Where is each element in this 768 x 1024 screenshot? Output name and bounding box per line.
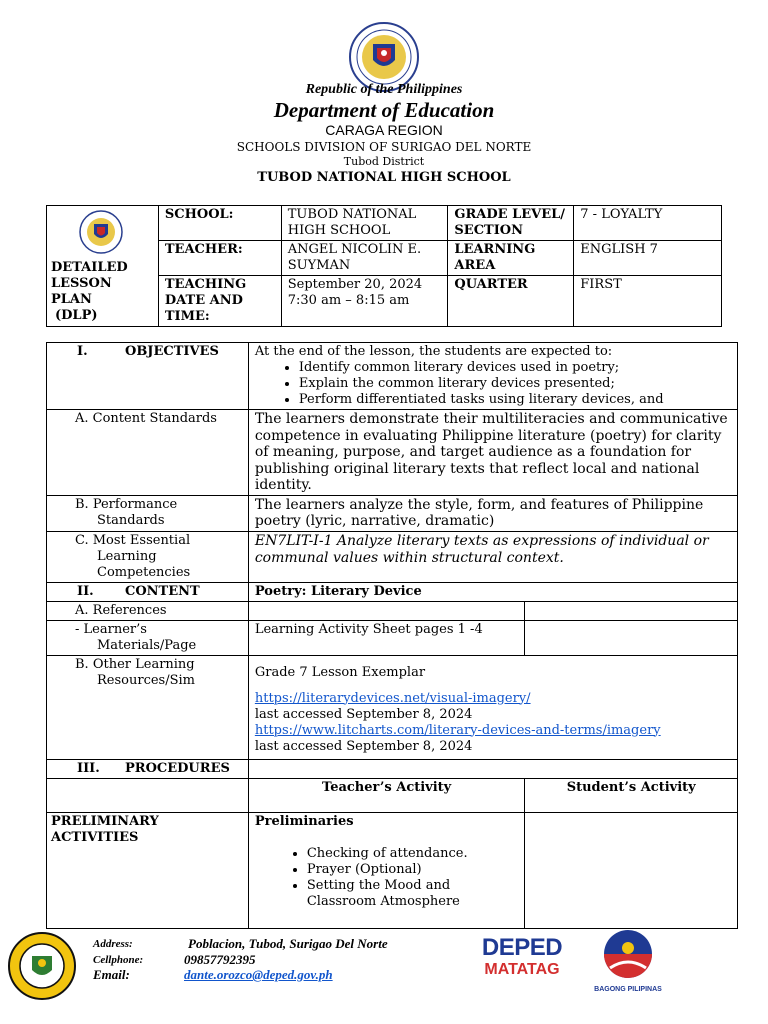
melc-label-2: Learning xyxy=(97,548,157,564)
time-value: 7:30 am – 8:15 am xyxy=(287,293,410,308)
literarydevices-link[interactable]: https://literarydevices.net/visual-imagery/ xyxy=(254,690,531,706)
learners-label-cell xyxy=(47,620,249,655)
perf-std-label-cell xyxy=(47,495,249,531)
dlp-label-3: PLAN xyxy=(51,292,92,307)
matatag-logo-text: MATATAG xyxy=(484,961,560,978)
procedures-header xyxy=(47,759,249,778)
preliminary-item: • Checking of attendance. xyxy=(307,846,519,862)
objectives-cell xyxy=(248,343,737,410)
objectives-intro: At the end of the lesson, the students are expected to: xyxy=(254,344,613,359)
date-cell xyxy=(281,276,448,327)
learners-value: Learning Activity Sheet pages 1 -4 xyxy=(248,620,525,655)
content-std-text: The learners demonstrate their multiliteracies and communicative competence in evaluating Philippine literature (poetry) for clarity of meaning, purpose, and target audience as a foundation for publishing original literary texts that reflect local and national identity. xyxy=(248,410,737,496)
region-text: CARAGA REGION xyxy=(325,122,443,138)
preliminaries-cell xyxy=(248,812,525,928)
procedures-label: PROCEDURES xyxy=(125,760,230,776)
email-link[interactable]: dante.orozco@deped.gov.ph xyxy=(184,967,333,982)
quarter-value: FIRST xyxy=(574,276,722,327)
content-num: II. xyxy=(77,583,94,599)
area-label: LEARNING AREA xyxy=(448,241,574,276)
district-text: Tubod District xyxy=(343,155,425,168)
teacher-label: TEACHER: xyxy=(158,241,281,276)
melc-text: EN7LIT-I-1 Analyze literary texts as expressions of individual or communal values within structural context. xyxy=(248,531,737,582)
references-empty-2 xyxy=(525,601,738,620)
teacher-activity-header: Teacher’s Activity xyxy=(248,778,525,812)
bagong-pilipinas-emblem xyxy=(580,928,676,982)
perf-std-label-2: Standards xyxy=(97,512,165,528)
content-std-label: A. Content Standards xyxy=(47,410,249,496)
content-value: Poetry: Literary Device xyxy=(248,582,737,601)
dlp-label-1: DETAILED xyxy=(51,260,128,275)
activity-header-empty xyxy=(47,778,249,812)
preliminaries-list xyxy=(255,846,519,910)
preliminary-label: PRELIMINARY ACTIVITIES xyxy=(47,812,249,928)
school-seal xyxy=(8,932,76,1000)
quarter-label: QUARTER xyxy=(448,276,574,327)
other-label-1: B. Other Learning xyxy=(75,656,195,672)
dlp-label-2: LESSON xyxy=(51,276,112,291)
department-title: Department of Education xyxy=(273,98,495,122)
deped-matatag-logo xyxy=(476,935,568,989)
address-value: Poblacion, Tubod, Surigao Del Norte xyxy=(188,936,388,951)
republic-text: Republic of the Philippines xyxy=(305,82,463,97)
cellphone-label: Cellphone: xyxy=(93,954,144,966)
accessed-text-1: last accessed September 8, 2024 xyxy=(254,706,473,722)
learners-empty xyxy=(525,620,738,655)
deped-logo-text: DEPED xyxy=(481,934,563,961)
accessed-text-2: last accessed September 8, 2024 xyxy=(254,738,473,754)
dlp-cell xyxy=(47,206,159,327)
content-header xyxy=(47,582,249,601)
grade-value: 7 - LOYALTY xyxy=(574,206,722,241)
school-title: TUBOD NATIONAL HIGH SCHOOL xyxy=(257,170,511,185)
litcharts-link[interactable]: https://www.litcharts.com/literary-devices-and-terms/imagery xyxy=(254,722,661,738)
melc-label-3: Competencies xyxy=(97,564,191,580)
perf-std-text: The learners analyze the style, form, and features of Philippine poetry (lyric, narrative, dramatic) xyxy=(248,495,737,531)
learners-label-2: Materials/Page xyxy=(97,637,197,653)
deped-seal-small xyxy=(79,210,123,254)
division-text: SCHOOLS DIVISION OF SURIGAO DEL NORTE xyxy=(236,140,532,154)
other-label-cell xyxy=(47,655,249,759)
melc-label-cell xyxy=(47,531,249,582)
preliminary-item: • Prayer (Optional) xyxy=(307,862,519,878)
objectives-label: OBJECTIVES xyxy=(125,344,219,359)
plan-table xyxy=(46,342,738,929)
grade-label: GRADE LEVEL/ SECTION xyxy=(448,206,574,241)
learners-label-1: - Learner’s xyxy=(75,621,147,637)
objectives-header xyxy=(47,343,249,410)
teacher-value: ANGEL NICOLIN E. SUYMAN xyxy=(281,241,448,276)
procedures-empty xyxy=(248,759,737,778)
info-table xyxy=(46,205,722,327)
preliminaries-title: Preliminaries xyxy=(254,813,354,829)
student-activity-empty xyxy=(525,812,738,928)
area-value: ENGLISH 7 xyxy=(574,241,722,276)
objectives-num: I. xyxy=(77,344,88,359)
objective-item: • Perform differentiated tasks using literary devices, and xyxy=(299,392,731,408)
date-label: TEACHING DATE AND TIME: xyxy=(158,276,281,327)
cellphone-value: 09857792395 xyxy=(184,952,256,967)
content-label: CONTENT xyxy=(125,583,200,599)
other-resources-cell xyxy=(248,655,737,759)
preliminary-item: • Setting the Mood and Classroom Atmosphere xyxy=(307,878,519,910)
school-value: TUBOD NATIONAL HIGH SCHOOL xyxy=(281,206,448,241)
procedures-num: III. xyxy=(77,760,100,776)
bagong-pilipinas-logo xyxy=(580,928,676,994)
dlp-label-4: (DLP) xyxy=(55,308,98,323)
objectives-list xyxy=(255,360,731,408)
objective-item: • Explain the common literary devices presented; xyxy=(299,376,731,392)
email-label: Email: xyxy=(93,967,130,982)
references-label: A. References xyxy=(47,601,249,620)
other-label-2: Resources/Sim xyxy=(97,672,195,688)
melc-label-1: C. Most Essential xyxy=(75,532,191,548)
perf-std-label-1: B. Performance xyxy=(75,496,178,512)
address-label: Address: xyxy=(93,938,133,950)
exemplar-text: Grade 7 Lesson Exemplar xyxy=(254,664,426,680)
objective-item: • Identify common literary devices used in poetry; xyxy=(299,360,731,376)
bagong-pilipinas-text: BAGONG PILIPINAS xyxy=(594,986,662,993)
date-value: September 20, 2024 xyxy=(287,277,423,292)
student-activity-header: Student’s Activity xyxy=(525,778,738,812)
references-empty-1 xyxy=(248,601,525,620)
school-label: SCHOOL: xyxy=(158,206,281,241)
